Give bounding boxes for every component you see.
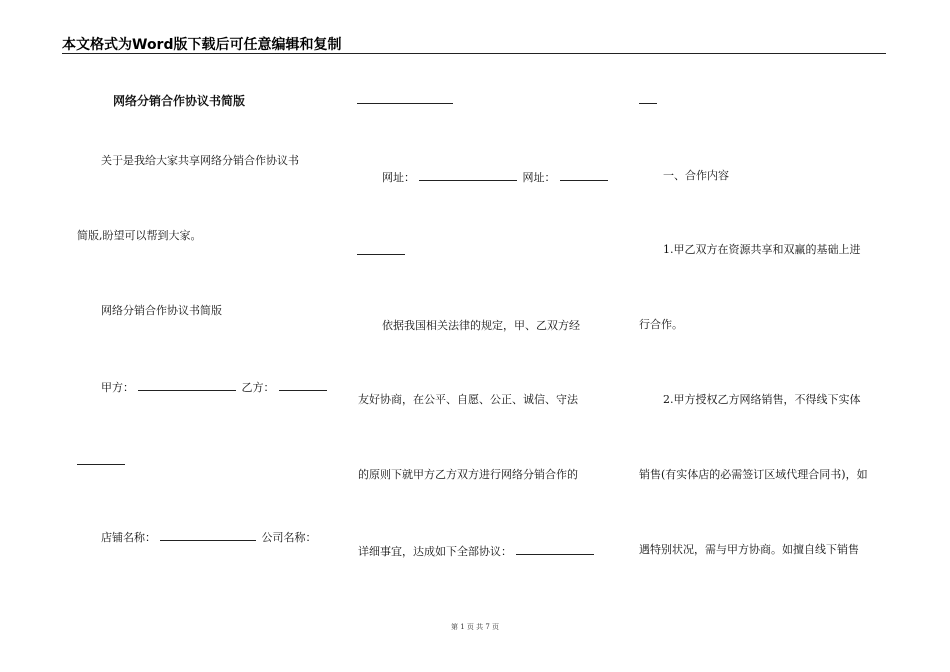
store-row [101, 529, 317, 545]
website-continuation-blank [357, 254, 405, 255]
intro-line-2: 简版,盼望可以帮到大家。 [77, 229, 202, 242]
website-label-1: 网址： [382, 171, 415, 184]
page-footer: 第 1 页 共 7 页 [450, 623, 500, 631]
website-label-2: 网址： [522, 171, 556, 184]
website-blank-2 [560, 169, 608, 181]
company-name-blank [357, 103, 453, 104]
document-title: 网络分销合作协议书简版 [113, 94, 246, 108]
company-name-label: 公司名称： [261, 531, 317, 544]
store-name-blank [160, 529, 256, 541]
party-row [101, 379, 327, 395]
item1-line-1: 1.甲乙双方在资源共享和双赢的基础上进 [663, 243, 861, 256]
para1-line-4-text: 详细事宜，达成如下全部协议： [358, 545, 512, 558]
party-a-label: 甲方： [101, 381, 134, 394]
party-continuation-blank [77, 464, 125, 465]
document-header-banner [62, 34, 886, 54]
agreement-blank [516, 543, 594, 555]
party-a-blank [138, 379, 236, 391]
item1-line-2: 行合作。 [639, 318, 683, 331]
item2-line-3: 遇特别状况，需与甲方协商。如擅自线下销售 [639, 543, 859, 556]
website-blank-1 [419, 169, 517, 181]
para1-line-1: 依据我国相关法律的规定，甲、乙双方经 [382, 319, 580, 332]
party-b-label: 乙方： [241, 381, 275, 394]
intro-line-1: 关于是我给大家共享网络分销合作协议书 [101, 154, 299, 167]
agreement-subtitle: 网络分销合作协议书简版 [101, 304, 222, 317]
para1-line-2: 友好协商，在公平、自愿、公正、诚信、守法 [358, 393, 578, 406]
website-row [382, 169, 608, 185]
para1-line-4 [358, 543, 594, 559]
para1-line-3: 的原则下就甲方乙方双方进行网络分销合作的 [358, 468, 578, 481]
header-banner-text: 本文格式为Word版下载后可任意编辑和复制 [62, 37, 342, 53]
store-name-label: 店铺名称： [101, 531, 156, 544]
agreement-continuation-blank [639, 103, 657, 104]
item2-line-1: 2.甲方授权乙方网络销售，不得线下实体 [663, 393, 861, 406]
section1-heading: 一、合作内容 [663, 169, 729, 182]
party-b-blank [279, 379, 327, 391]
item2-line-2: 销售(有实体店的必需签订区域代理合同书)，如 [639, 468, 868, 481]
